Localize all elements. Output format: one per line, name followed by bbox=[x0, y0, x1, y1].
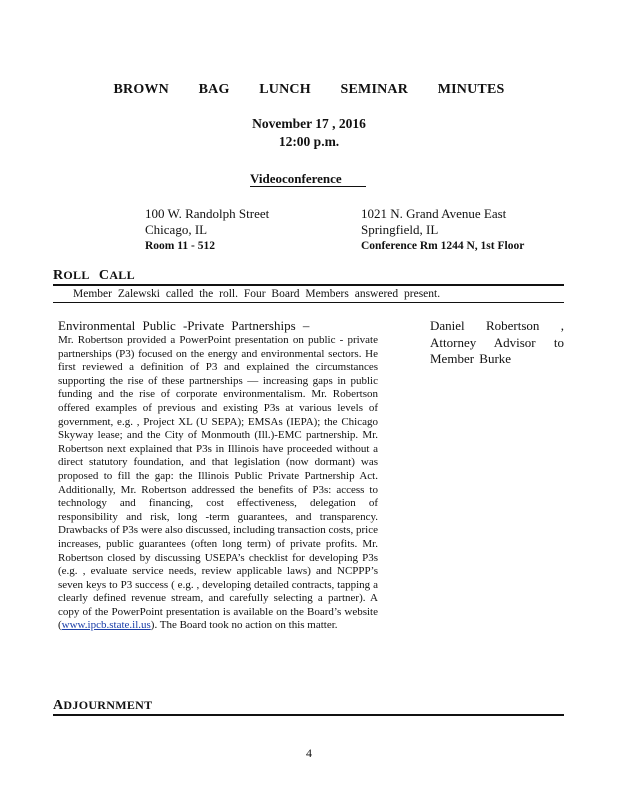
board-website-link[interactable]: www.ipcb.state.il.us bbox=[61, 619, 151, 632]
chicago-room: Room 11 - 512 bbox=[145, 240, 215, 252]
roll-call-rule bbox=[53, 284, 564, 286]
topic-body-end: ). The Board took no action on this matter. bbox=[150, 619, 338, 632]
roll-call-heading: ROLL CALL bbox=[53, 268, 135, 283]
venue-underline bbox=[250, 186, 366, 187]
adjournment-heading: ADJOURNMENT bbox=[53, 698, 153, 713]
adjournment-rule bbox=[53, 714, 564, 716]
chicago-city: Chicago, IL bbox=[145, 222, 208, 237]
meeting-time: 12:00 p.m. bbox=[278, 134, 340, 149]
topic-title: Environmental Public -Private Partnerships – bbox=[58, 318, 310, 333]
page-number: 4 bbox=[306, 746, 312, 760]
springfield-street: 1021 N. Grand Avenue East bbox=[361, 206, 507, 221]
topic-body bbox=[58, 334, 378, 633]
venue-type: Videoconference bbox=[250, 171, 342, 186]
meeting-date: November 17 , 2016 bbox=[252, 116, 366, 131]
springfield-address bbox=[361, 206, 524, 254]
document-title: BROWN BAG LUNCH SEMINAR MINUTES bbox=[113, 82, 505, 97]
topic-body-main: Mr. Robertson provided a PowerPoint presentation on public - private partnerships (P3) focused on the energy and environmental sectors. He first reviewed a definition of P3 and explained the circumstances supporting the rise of these partnerships — increasing gaps in public funding and the rise of corporate environmentalism. Mr. Robertson offered examples of previous and existing P3s at various levels of government, e.g. , Project XL (U SEPA); EMSAs (IEPA); the Chicago Skyway lease; and the City of Monmouth (Ill.)-EMC partnership. Mr. Robertson next explained that P3s in Illinois have proceeded without a direct statutory foundation, and that legislation (now dormant) was proposed to fill the gap: the Illinois Public Private Partnership Act. Additionally, Mr. Robertson addressed the benefits of P3s: access to technology and financing, cost effectiveness, delegation of responsibility and risk, long -term guarantees, and transparency. Drawbacks of P3s were also discussed, including transaction costs, price increases, public guarantees (often long term) of private profits. Mr. Robertson closed by discussing USEPA’s checklist for developing P3s (e.g. , evaluate service needs, review applicable laws) and NCPPP’s seven keys to P3 success ( e.g. , developing detailed contracts, tapping a clearly defined revenue stream, and carefully selecting a partner). A copy of the PowerPoint presentation is available on the Board’s website ( bbox=[58, 334, 378, 632]
chicago-address bbox=[145, 206, 269, 254]
roll-call-bottom-rule bbox=[53, 302, 564, 303]
topic-speaker: Daniel Robertson , Attorney Advisor to Member Burke bbox=[430, 318, 564, 366]
roll-call-text: Member Zalewski called the roll. Four Board Members answered present. bbox=[73, 288, 441, 300]
springfield-room: Conference Rm 1244 N, 1st Floor bbox=[361, 240, 525, 252]
chicago-street: 100 W. Randolph Street bbox=[145, 206, 270, 221]
springfield-city: Springfield, IL bbox=[361, 222, 439, 237]
